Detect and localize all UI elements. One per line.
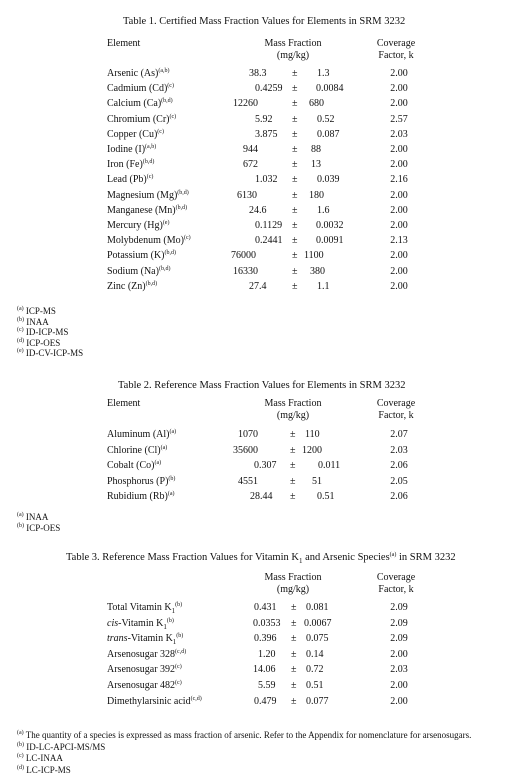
table-row: [0, 190, 530, 204]
mass-fraction-value: 4551: [238, 475, 258, 487]
row-label-text: Arsenosugar 482: [107, 680, 176, 691]
row-label: [107, 476, 175, 487]
footnote-text: The quantity of a species is expressed as mass fraction of arsenic. Refer to the Appendix for nomenclature for arsenosugars.: [25, 730, 472, 740]
table3-header-coverage: [362, 572, 430, 596]
row-label-footnote-marker: (c): [183, 235, 191, 242]
coverage-factor-value: 2.00: [390, 220, 408, 231]
table3-header-units: (mg/kg): [276, 584, 310, 595]
table3-header-mass-fraction: [248, 572, 338, 596]
footnote: [17, 306, 56, 316]
row-label-text: Sodium (Na): [107, 265, 159, 277]
row-label-footnote-marker: (a): [167, 491, 175, 497]
row-label-text: Dimethylarsinic acid: [107, 695, 191, 707]
table3-caption-part-b: and Arsenic Species: [302, 552, 390, 563]
row-label: [107, 649, 186, 660]
plus-minus-sign: ±: [292, 220, 298, 231]
row-label-text: Manganese (Mn): [107, 204, 176, 216]
coverage-factor-value: 2.00: [390, 265, 408, 277]
row-label-text: Molybdenum (Mo): [107, 235, 184, 247]
uncertainty-value: 0.0032: [316, 220, 344, 231]
row-label: [107, 266, 170, 277]
row-label-text: -Vitamin K: [118, 617, 164, 629]
coverage-factor-value: 2.00: [390, 695, 408, 707]
uncertainty-value: 0.0091: [316, 235, 344, 247]
row-label-footnote-marker: (c,d): [175, 648, 187, 655]
row-label-footnote-marker: (a): [160, 444, 168, 451]
coverage-factor-value: 2.00: [390, 648, 408, 660]
table3-caption-part-a: Table 3. Reference Mass Fraction Values for Vitamin K: [66, 552, 299, 563]
uncertainty-value: 0.0084: [316, 83, 344, 95]
table2-caption: Table 2. Reference Mass Fraction Values for Elements in SRM 3232: [118, 380, 406, 391]
footnote: [17, 523, 60, 533]
row-label: [107, 680, 182, 691]
plus-minus-sign: ±: [290, 460, 296, 471]
footnote-marker: (a): [17, 306, 24, 312]
footnote-text: ICP-OES: [26, 337, 61, 348]
row-label-text: Iodine (I): [107, 144, 146, 155]
table1-header-coverage: [362, 38, 430, 62]
plus-minus-sign: ±: [292, 174, 298, 186]
row-label: [107, 205, 187, 216]
uncertainty-value: 0.52: [317, 113, 335, 125]
coverage-factor-value: 2.00: [390, 250, 408, 262]
table-row: [0, 129, 530, 143]
coverage-factor-value: 2.09: [390, 602, 408, 613]
table2-header-units: (mg/kg): [276, 410, 310, 421]
table-row: [0, 476, 530, 490]
footnote: [17, 327, 68, 337]
row-label-text: Cadmium (Cd): [107, 83, 168, 95]
row-label-text: Arsenosugar 328: [107, 648, 176, 660]
row-label-text: Chlorine (Cl): [107, 444, 161, 456]
mass-fraction-value: 1.20: [258, 648, 276, 660]
row-label-footnote-marker: (a): [169, 429, 177, 435]
plus-minus-sign: ±: [290, 429, 296, 440]
row-label-text: Arsenosugar 392: [107, 664, 176, 676]
footnote: [17, 730, 471, 740]
row-label-footnote-marker: (b,d): [158, 265, 171, 272]
plus-minus-sign: ±: [292, 280, 298, 292]
uncertainty-value: 1.6: [317, 204, 330, 216]
plus-minus-sign: ±: [292, 128, 298, 140]
table1-caption: Table 1. Certified Mass Fraction Values for Elements in SRM 3232: [123, 16, 406, 27]
footnote: [17, 348, 83, 358]
coverage-factor-value: 2.03: [390, 128, 408, 140]
row-label: [107, 98, 173, 109]
table2-header-coverage-label: Coverage: [376, 398, 416, 409]
table-row: [0, 83, 530, 97]
plus-minus-sign: ±: [290, 444, 296, 456]
row-label-footnote-marker: (c): [175, 680, 182, 686]
footnote-marker: (a): [17, 512, 24, 518]
uncertainty-value: 0.077: [306, 695, 329, 707]
table1-header-factor: Factor, k: [378, 50, 414, 61]
coverage-factor-value: 2.57: [390, 113, 408, 125]
uncertainty-value: 13: [311, 159, 321, 171]
coverage-factor-value: 2.13: [390, 235, 408, 247]
row-label: [107, 491, 175, 502]
coverage-factor-value: 2.00: [390, 159, 408, 171]
row-label-text: Total Vitamin K: [107, 602, 172, 613]
uncertainty-value: 1.1: [317, 280, 330, 292]
table-row: [0, 680, 530, 694]
footnote-text: LC-INAA: [25, 753, 63, 763]
plus-minus-sign: ±: [292, 83, 298, 95]
table-row: [0, 250, 530, 264]
row-label: [107, 174, 153, 185]
mass-fraction-value: 76000: [231, 250, 256, 262]
uncertainty-value: 51: [312, 475, 322, 487]
row-label-text: Lead (Pb): [107, 174, 147, 186]
row-label-footnote-marker: (b,d): [175, 204, 188, 211]
table-row: [0, 144, 530, 158]
table1-header-units: (mg/kg): [276, 50, 310, 61]
uncertainty-value: 110: [305, 429, 320, 440]
table-row: [0, 649, 530, 663]
table-row: [0, 602, 530, 616]
row-label-footnote-marker: (c): [167, 83, 174, 90]
row-label-footnote-marker: (a,b): [145, 144, 157, 150]
mass-fraction-value: 944: [243, 144, 258, 155]
footnote-text: ICP-MS: [25, 306, 56, 316]
footnote: [17, 338, 60, 348]
row-label-footnote-marker: (b,d): [142, 159, 155, 166]
row-label: [107, 68, 170, 79]
mass-fraction-value: 0.479: [254, 695, 277, 707]
table-row: [0, 205, 530, 219]
mass-fraction-value: 24.6: [249, 204, 267, 216]
row-label-italic-prefix: cis: [107, 617, 119, 629]
row-label: [107, 250, 176, 261]
table-row: [0, 159, 530, 173]
table-row: [0, 664, 530, 678]
footnote-marker: (b): [17, 316, 24, 323]
row-label-footnote-marker: (b,d): [161, 98, 173, 105]
table3-caption-superscript: (a): [389, 552, 397, 558]
row-label-text: Copper (Cu): [107, 128, 158, 140]
mass-fraction-value: 5.92: [255, 113, 273, 125]
row-label-text: Cobalt (Co): [107, 460, 155, 471]
row-label-subscript: 1: [171, 607, 176, 615]
plus-minus-sign: ±: [291, 664, 297, 676]
row-label: [107, 445, 167, 456]
row-label: [107, 281, 157, 292]
coverage-factor-value: 2.00: [390, 98, 408, 110]
mass-fraction-value: 28.44: [250, 491, 273, 502]
row-label-text: Arsenic (As): [107, 68, 159, 79]
footnote: [17, 317, 49, 327]
uncertainty-value: 380: [310, 265, 325, 277]
table-row: [0, 633, 530, 647]
table-row: [0, 235, 530, 249]
uncertainty-value: 1.3: [317, 68, 330, 79]
plus-minus-sign: ±: [292, 98, 298, 110]
row-label: [107, 129, 164, 140]
footnote-text: ID-CV-ICP-MS: [25, 348, 84, 359]
coverage-factor-value: 2.00: [390, 83, 408, 95]
uncertainty-value: 1200: [302, 444, 322, 456]
table3-header-coverage-label: Coverage: [376, 572, 416, 583]
table2-header-factor: Factor, k: [378, 410, 414, 421]
uncertainty-value: 0.51: [317, 491, 335, 502]
table-row: [0, 266, 530, 280]
row-label-text: Phosphorus (P): [107, 475, 169, 487]
row-label-footnote-marker: (c): [175, 664, 182, 671]
row-label-subscript: 1: [163, 622, 167, 631]
mass-fraction-value: 12260: [233, 98, 258, 110]
coverage-factor-value: 2.16: [390, 174, 408, 186]
table3-caption-part-c: in SRM 3232: [396, 552, 456, 563]
coverage-factor-value: 2.00: [390, 204, 408, 216]
row-label-text: Magnesium (Mg): [107, 189, 178, 201]
table1-header-element: Element: [107, 38, 141, 49]
plus-minus-sign: ±: [291, 617, 297, 629]
footnote: [17, 742, 105, 752]
footnote-marker: (a): [17, 730, 24, 736]
row-label-footnote-marker: (b): [168, 475, 176, 482]
table1-header-coverage-label: Coverage: [376, 38, 416, 49]
mass-fraction-value: 3.875: [255, 128, 278, 140]
footnote: [17, 512, 48, 522]
mass-fraction-value: 1.032: [255, 174, 278, 186]
row-label-footnote-marker: (c,d): [190, 695, 202, 702]
footnote-marker: (b): [17, 741, 24, 748]
row-label-footnote-marker: (e): [162, 220, 170, 226]
table-row: [0, 98, 530, 112]
table2-header-element: Element: [107, 398, 141, 409]
uncertainty-value: 0.72: [306, 664, 324, 676]
table2-header-mass-fraction-label: Mass Fraction: [264, 398, 322, 409]
mass-fraction-value: 1070: [238, 429, 258, 440]
table-row: [0, 114, 530, 128]
mass-fraction-value: 0.431: [254, 602, 277, 613]
footnote-marker: (d): [17, 337, 24, 344]
plus-minus-sign: ±: [292, 159, 298, 171]
row-label-footnote-marker: (b): [166, 617, 174, 624]
footnote-text: INAA: [25, 512, 49, 522]
row-label-footnote-marker: (a,b): [158, 68, 170, 74]
row-label: [107, 190, 189, 201]
table3-caption-subscript: 1: [298, 557, 303, 566]
table3-header-mass-fraction-label: Mass Fraction: [264, 572, 322, 583]
mass-fraction-value: 0.396: [254, 633, 277, 645]
plus-minus-sign: ±: [291, 648, 297, 660]
coverage-factor-value: 2.09: [390, 617, 408, 629]
row-label: [107, 83, 174, 94]
table2-header-mass-fraction: [248, 398, 338, 422]
row-label: [107, 633, 183, 646]
uncertainty-value: 180: [309, 189, 324, 201]
uncertainty-value: 0.14: [306, 648, 324, 660]
row-label-footnote-marker: (c): [146, 174, 154, 181]
plus-minus-sign: ±: [292, 235, 298, 247]
uncertainty-value: 0.087: [317, 128, 340, 140]
uncertainty-value: 0.081: [306, 602, 329, 613]
footnote-text: INAA: [26, 316, 49, 327]
row-label-text: Rubidium (Rb): [107, 491, 168, 502]
coverage-factor-value: 2.09: [390, 633, 408, 645]
row-label: [107, 235, 191, 246]
coverage-factor-value: 2.00: [390, 144, 408, 155]
row-label: [107, 460, 161, 471]
table-row: [0, 460, 530, 474]
table-row: [0, 696, 530, 710]
row-label: [107, 144, 156, 155]
plus-minus-sign: ±: [291, 680, 297, 691]
coverage-factor-value: 2.00: [390, 280, 408, 292]
coverage-factor-value: 2.05: [390, 475, 408, 487]
table3-header-factor: Factor, k: [378, 584, 414, 595]
row-label-footnote-marker: (b): [176, 633, 184, 640]
footnote-text: LC-ICP-MS: [26, 764, 71, 775]
table-row: [0, 491, 530, 505]
footnote-text: ICP-OES: [26, 523, 61, 533]
plus-minus-sign: ±: [291, 602, 297, 613]
coverage-factor-value: 2.06: [390, 460, 408, 471]
row-label-text: Calcium (Ca): [107, 98, 162, 110]
plus-minus-sign: ±: [292, 189, 298, 201]
row-label-footnote-marker: (c): [169, 113, 177, 120]
mass-fraction-value: 14.06: [253, 664, 276, 676]
plus-minus-sign: ±: [291, 695, 297, 707]
mass-fraction-value: 5.59: [258, 680, 276, 691]
uncertainty-value: 0.075: [306, 633, 329, 645]
plus-minus-sign: ±: [290, 475, 296, 487]
plus-minus-sign: ±: [292, 113, 298, 125]
mass-fraction-value: 35600: [233, 444, 258, 456]
row-label-text: Potassium (K): [107, 250, 165, 262]
row-label: [107, 696, 202, 707]
row-label-footnote-marker: (c): [157, 128, 164, 135]
coverage-factor-value: 2.07: [390, 429, 408, 440]
row-label: [107, 664, 182, 675]
coverage-factor-value: 2.06: [390, 491, 408, 502]
row-label-italic-prefix: trans: [107, 633, 128, 645]
row-label: [107, 114, 176, 125]
table-row: [0, 429, 530, 443]
table1-header-mass-fraction: [248, 38, 338, 62]
uncertainty-value: 88: [311, 144, 321, 155]
plus-minus-sign: ±: [292, 250, 298, 262]
footnote-text: ID-ICP-MS: [25, 327, 69, 338]
row-label: [107, 618, 174, 631]
footnote: [17, 753, 63, 763]
mass-fraction-value: 16330: [233, 265, 258, 277]
mass-fraction-value: 0.0353: [253, 617, 281, 629]
mass-fraction-value: 0.1129: [255, 220, 283, 231]
mass-fraction-value: 672: [243, 159, 258, 171]
table2-header-coverage: [362, 398, 430, 422]
row-label-subscript: 1: [172, 638, 177, 647]
mass-fraction-value: 0.4259: [255, 83, 283, 95]
mass-fraction-value: 27.4: [249, 280, 267, 292]
uncertainty-value: 0.0067: [304, 617, 332, 629]
row-label-footnote-marker: (b,d): [177, 189, 189, 196]
table-row: [0, 174, 530, 188]
footnote-marker: (e): [17, 348, 24, 355]
plus-minus-sign: ±: [290, 491, 296, 502]
uncertainty-value: 1100: [304, 250, 324, 262]
uncertainty-value: 0.039: [317, 174, 340, 186]
table-row: [0, 68, 530, 82]
row-label-text: Zinc (Zn): [107, 280, 146, 292]
table-row: [0, 281, 530, 295]
row-label: [107, 602, 182, 615]
plus-minus-sign: ±: [292, 265, 298, 277]
row-label-footnote-marker: (a): [154, 460, 162, 466]
row-label-text: -Vitamin K: [127, 633, 173, 645]
uncertainty-value: 0.011: [318, 460, 341, 471]
row-label-text: Aluminum (Al): [107, 429, 170, 440]
uncertainty-value: 0.51: [306, 680, 324, 691]
mass-fraction-value: 6130: [237, 189, 257, 201]
row-label: [107, 220, 169, 231]
plus-minus-sign: ±: [292, 68, 298, 79]
plus-minus-sign: ±: [291, 633, 297, 645]
footnote-marker: (c): [17, 753, 24, 759]
mass-fraction-value: 0.2441: [255, 235, 283, 247]
footnote: [17, 765, 71, 775]
row-label-text: Mercury (Hg): [107, 220, 163, 231]
table1-header-mass-fraction-label: Mass Fraction: [264, 38, 322, 49]
coverage-factor-value: 2.00: [390, 680, 408, 691]
plus-minus-sign: ±: [292, 204, 298, 216]
table-row: [0, 618, 530, 632]
table-row: [0, 220, 530, 234]
row-label-text: Chromium (Cr): [107, 113, 170, 125]
row-label: [107, 159, 154, 170]
coverage-factor-value: 2.00: [390, 189, 408, 201]
coverage-factor-value: 2.03: [390, 664, 408, 676]
mass-fraction-value: 38.3: [249, 68, 267, 79]
row-label: [107, 429, 176, 440]
row-label-footnote-marker: (b,d): [164, 250, 176, 257]
row-label-footnote-marker: (b): [175, 602, 183, 608]
footnote-marker: (d): [17, 764, 24, 771]
footnote-marker: (b): [17, 523, 24, 529]
plus-minus-sign: ±: [292, 144, 298, 155]
footnote-text: ID-LC-APCI-MS/MS: [26, 741, 106, 752]
footnote-marker: (c): [17, 327, 24, 334]
mass-fraction-value: 0.307: [254, 460, 277, 471]
coverage-factor-value: 2.03: [390, 444, 408, 456]
row-label-footnote-marker: (b,d): [145, 280, 158, 287]
row-label-text: Iron (Fe): [107, 159, 143, 171]
coverage-factor-value: 2.00: [390, 68, 408, 79]
table-row: [0, 445, 530, 459]
table3-caption: [66, 552, 456, 565]
uncertainty-value: 680: [309, 98, 324, 110]
